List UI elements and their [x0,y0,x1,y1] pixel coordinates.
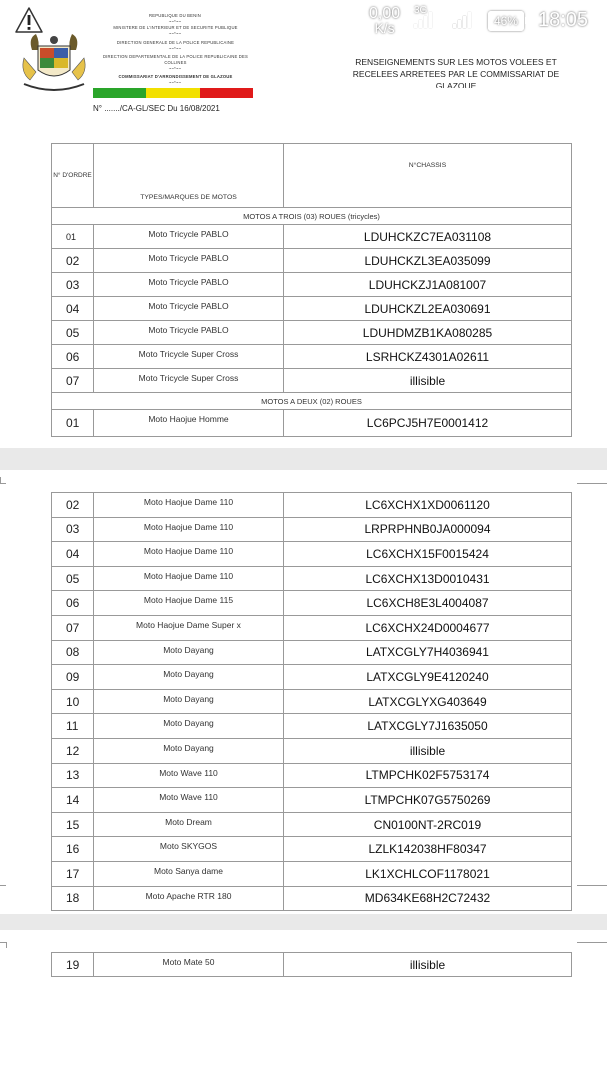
row-type: Moto Haojue Dame 110 [94,517,284,542]
letterhead-separator: ~~*~~ [168,19,182,24]
motorcycle-table-part-2 [51,492,572,911]
table-row [52,345,572,369]
row-type: Moto Sanya dame [94,861,284,886]
document-page-1 [0,0,607,448]
row-number: 05 [52,321,94,345]
row-number: 11 [52,714,94,739]
row-number: 10 [52,689,94,714]
table-row [52,225,572,249]
table-row [52,788,572,813]
row-number: 14 [52,788,94,813]
row-type: Moto Dream [94,812,284,837]
row-type: Moto Apache RTR 180 [94,886,284,911]
row-chassis: LTMPCHK07G5750269 [284,788,572,813]
flag-red-stripe [200,88,253,98]
page-corner-mark [0,483,6,490]
letterhead-commissariat: COMMISSARIAT D'ARRONDISSEMENT DE GLAZOUE [118,74,233,79]
page-corner-mark [577,879,607,886]
row-number: 06 [52,591,94,616]
section-row-two-wheel [52,393,572,410]
header-chassis: N°CHASSIS [284,144,572,208]
row-type: Moto Haojue Dame 115 [94,591,284,616]
table-row [52,321,572,345]
row-number: 02 [52,249,94,273]
letterhead-separator: ~~*~~ [168,31,182,36]
row-chassis: LTMPCHK02F5753174 [284,763,572,788]
row-type: Moto SKYGOS [94,837,284,862]
network-speed [369,6,400,36]
row-chassis: LDUHCKZL2EA030691 [284,297,572,321]
row-chassis: LC6XCHX15F0015424 [284,542,572,567]
row-number: 17 [52,861,94,886]
row-number: 19 [52,953,94,977]
table-row [52,886,572,911]
row-type: Moto Haojue Dame 110 [94,493,284,518]
row-chassis: CN0100NT-2RC019 [284,812,572,837]
row-type: Moto Tricycle Super Cross [94,369,284,393]
row-type: Moto Dayang [94,689,284,714]
motorcycle-table-part-1 [51,143,572,437]
row-number: 09 [52,665,94,690]
table-row [52,763,572,788]
row-number: 15 [52,812,94,837]
row-number: 08 [52,640,94,665]
document-page-2 [0,470,607,914]
table-row [52,665,572,690]
letterhead-direction-departementale: DIRECTION DEPARTEMENTALE DE LA POLICE REPUBLICAINE DES [102,54,249,59]
page-corner-mark [6,942,13,948]
signal-strength-icon-2 [453,10,475,28]
flag-yellow-stripe [146,88,199,98]
row-number: 05 [52,566,94,591]
signal-strength-icon-1 [414,10,436,28]
clock: 18:05 [538,9,589,31]
section-label-two-wheel: MOTOS A DEUX (02) ROUES [52,393,572,410]
row-type: Moto Haojue Homme [94,410,284,437]
row-number: 07 [52,369,94,393]
table-row [52,410,572,437]
row-type: Moto Wave 110 [94,788,284,813]
row-chassis: illisible [284,738,572,763]
row-type: Moto Tricycle PABLO [94,321,284,345]
table-row [52,297,572,321]
letterhead-separator: ~~*~~ [168,80,182,85]
table-row [52,861,572,886]
row-chassis: LC6XCHX24D0004677 [284,615,572,640]
row-type: Moto Dayang [94,640,284,665]
table-row [52,249,572,273]
letterhead-separator: ~~*~~ [168,66,182,71]
letterhead-ministry: MINISTERE DE L'INTERIEUR ET DE SECURITE PUBLIQUE [113,25,238,30]
row-number: 12 [52,738,94,763]
row-number: 18 [52,886,94,911]
flag-green-stripe [93,88,146,98]
row-type: Moto Tricycle Super Cross [94,345,284,369]
row-chassis: LATXCGLY7J1635050 [284,714,572,739]
page-corner-mark [0,879,6,886]
row-chassis: LDUHCKZC7EA031108 [284,225,572,249]
row-chassis: illisible [284,953,572,977]
row-chassis: LK1XCHLCOF1178021 [284,861,572,886]
national-flag-stripe [93,88,253,98]
letterhead-direction-generale: DIRECTION GENERALE DE LA POLICE REPUBLICAINE [116,40,235,45]
row-number: 16 [52,837,94,862]
row-chassis: LC6PCJ5H7E0001412 [284,410,572,437]
row-number: 06 [52,345,94,369]
row-chassis: LRPRPHNB0JA000094 [284,517,572,542]
table-header-row [52,144,572,208]
table-row [52,591,572,616]
row-chassis: LATXCGLY7H4036941 [284,640,572,665]
row-number: 02 [52,493,94,518]
row-type: Moto Haojue Dame Super x [94,615,284,640]
table-row [52,714,572,739]
table-row [52,566,572,591]
table-row [52,517,572,542]
row-type: Moto Dayang [94,665,284,690]
table-row [52,369,572,393]
row-type: Moto Tricycle PABLO [94,297,284,321]
network-speed-value: 0,00 [369,5,401,22]
row-type: Moto Haojue Dame 110 [94,566,284,591]
section-row-three-wheel [52,208,572,225]
header-order: N° D'ORDRE [52,144,94,208]
table-row [52,615,572,640]
row-chassis: LSRHCKZ4301A02611 [284,345,572,369]
row-chassis: MD634KE68H2C72432 [284,886,572,911]
table-row [52,812,572,837]
row-chassis: LC6XCHX1XD0061120 [284,493,572,518]
letterhead-republic: REPUBLIQUE DU BENIN [149,13,201,18]
section-label-three-wheel: MOTOS A TROIS (03) ROUES (tricycles) [52,208,572,225]
table-row [52,542,572,567]
row-type: Moto Dayang [94,738,284,763]
status-bar [0,0,607,42]
table-row [52,738,572,763]
row-type: Moto Wave 110 [94,763,284,788]
row-number: 01 [52,225,94,249]
table-row [52,689,572,714]
row-chassis: LDUHCKZJ1A081007 [284,273,572,297]
header-type: TYPES/MARQUES DE MOTOS [94,144,284,208]
row-chassis: LDUHDMZB1KA080285 [284,321,572,345]
row-type: Moto Tricycle PABLO [94,225,284,249]
row-chassis: LC6XCHX13D0010431 [284,566,572,591]
letterhead-separator: ~~*~~ [168,46,182,51]
document-title: RENSEIGNEMENTS SUR LES MOTOS VOLEES ET RECELEES ARRETEES PAR LE COMMISSARIAT DE GLAZOUE [352,57,560,88]
row-type: Moto Haojue Dame 110 [94,542,284,567]
table-row [52,273,572,297]
row-chassis: LATXCGLY9E4120240 [284,665,572,690]
row-chassis: illisible [284,369,572,393]
row-type: Moto Dayang [94,714,284,739]
network-speed-unit: K/s [374,20,395,36]
table-row [52,953,572,977]
row-chassis: LDUHCKZL3EA035099 [284,249,572,273]
row-number: 07 [52,615,94,640]
row-type: Moto Tricycle PABLO [94,273,284,297]
row-number: 04 [52,542,94,567]
reference-number: N° ......./CA-GL/SEC Du 16/08/2021 [93,104,220,113]
battery-indicator: 46% [488,11,524,31]
row-chassis: LATXCGLYXG403649 [284,689,572,714]
row-number: 01 [52,410,94,437]
page-corner-mark [577,942,607,949]
row-number: 13 [52,763,94,788]
row-number: 04 [52,297,94,321]
row-type: Moto Mate 50 [94,953,284,977]
motorcycle-table-part-3 [51,952,572,977]
row-type: Moto Tricycle PABLO [94,249,284,273]
letterhead-department: COLLINES [164,60,187,65]
page-corner-mark [0,477,7,483]
table-row [52,837,572,862]
row-chassis: LC6XCH8E3L4004087 [284,591,572,616]
row-chassis: LZLK142038HF80347 [284,837,572,862]
row-number: 03 [52,273,94,297]
page-corner-mark [577,483,607,490]
table-row [52,493,572,518]
warning-icon[interactable] [14,6,44,34]
table-row [52,640,572,665]
document-page-3 [0,930,607,1080]
network-type-label: 3G [414,5,428,16]
row-number: 03 [52,517,94,542]
